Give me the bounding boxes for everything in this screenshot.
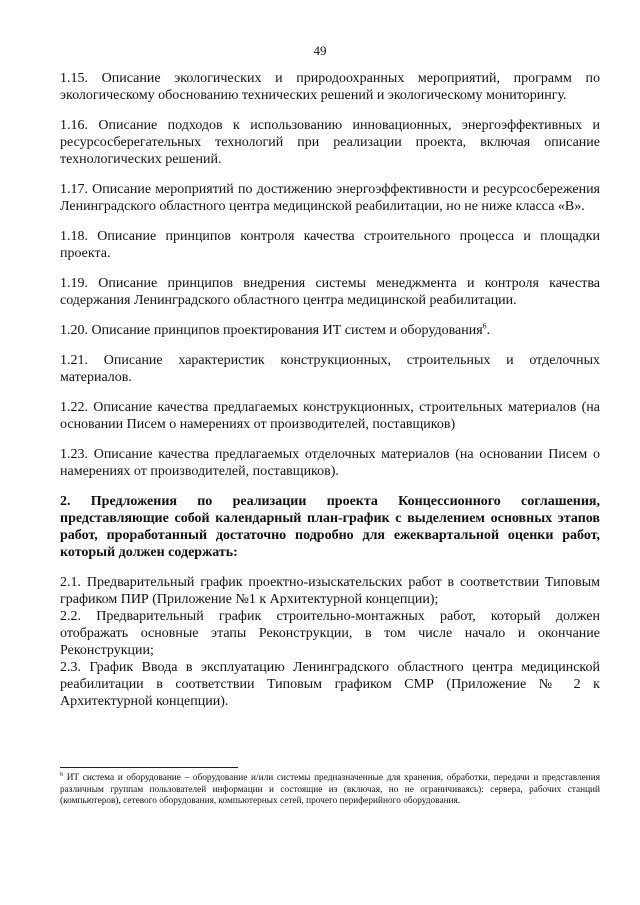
footnote-reference: 6 xyxy=(482,321,487,331)
item-1-15: 1.15. Описание экологических и природоохранных мероприятий, программ по экологическому обоснованию технических решений и экологическому мониторингу. xyxy=(60,71,600,103)
subitem-2-1: 2.1. Предварительный график проектно-изыскательских работ в соответствии Типовым графиком ПИР (Приложение №1 к Архитектурной концепции); xyxy=(60,575,600,607)
item-1-19: 1.19. Описание принципов внедрения системы менеджмента и контроля качества содержания Ленинградского областного центра медицинской реабилитации. xyxy=(60,276,600,308)
item-1-20 xyxy=(60,322,600,339)
subitem-2-2: 2.2. Предварительный график строительно-монтажных работ, который должен отображать основные этапы Реконструкции, в том числе начало и окончание Реконструкции; xyxy=(60,609,600,658)
subitem-2-3: 2.3. График Ввода в эксплуатацию Ленинградского областного центра медицинской реабилитации в соответствии Типовым графиком СМР (Приложение № 2 к Архитектурной концепции). xyxy=(60,660,600,709)
footnote-divider xyxy=(60,767,238,768)
page-number: 49 xyxy=(313,43,327,58)
footnote-marker: 6 xyxy=(60,771,63,778)
item-1-20-text: 1.20. Описание принципов проектирования ИТ систем и оборудования xyxy=(60,323,483,338)
item-1-18: 1.18. Описание принципов контроля качества строительного процесса и площадки проекта. xyxy=(60,229,600,261)
item-1-22: 1.22. Описание качества предлагаемых конструкционных, строительных материалов (на основании Писем о намерениях от производителей, поставщиков) xyxy=(60,400,600,432)
item-1-23: 1.23. Описание качества предлагаемых отделочных материалов (на основании Писем о намерениях от производителей, поставщиков). xyxy=(60,447,600,479)
footnote-text: ИТ система и оборудование – оборудование и/или системы предназначенные для хранения, обработки, передачи и представления различным группам пользователей информации и состоящие из (включая, но не ограничиваясь): сервера, рабочих станций (компьютеров), сетевого оборудования, компьютерных сетей, прочего периферийного оборудования. xyxy=(60,773,601,806)
item-1-21: 1.21. Описание характеристик конструкционных, строительных и отделочных материалов. xyxy=(60,353,600,385)
item-1-16: 1.16. Описание подходов к использованию инновационных, энергоэффективных и ресурсосберегательных технологий при реализации проекта, включая описание технологических решений. xyxy=(60,118,600,167)
section-2-heading: 2. Предложения по реализации проекта Концессионного соглашения, представляющие собой календарный план-график с выделением основных этапов работ, проработанный достаточно подробно для ежеквартальной оценки работ, который должен содержать: xyxy=(60,494,600,560)
document-body xyxy=(60,70,600,710)
footnote xyxy=(60,773,600,808)
item-1-17: 1.17. Описание мероприятий по достижению энергоэффективности и ресурсосбережения Ленинградского областного центра медицинской реабилитации, но не ниже класса «В». xyxy=(60,182,600,214)
item-1-20-end: . xyxy=(486,323,491,338)
